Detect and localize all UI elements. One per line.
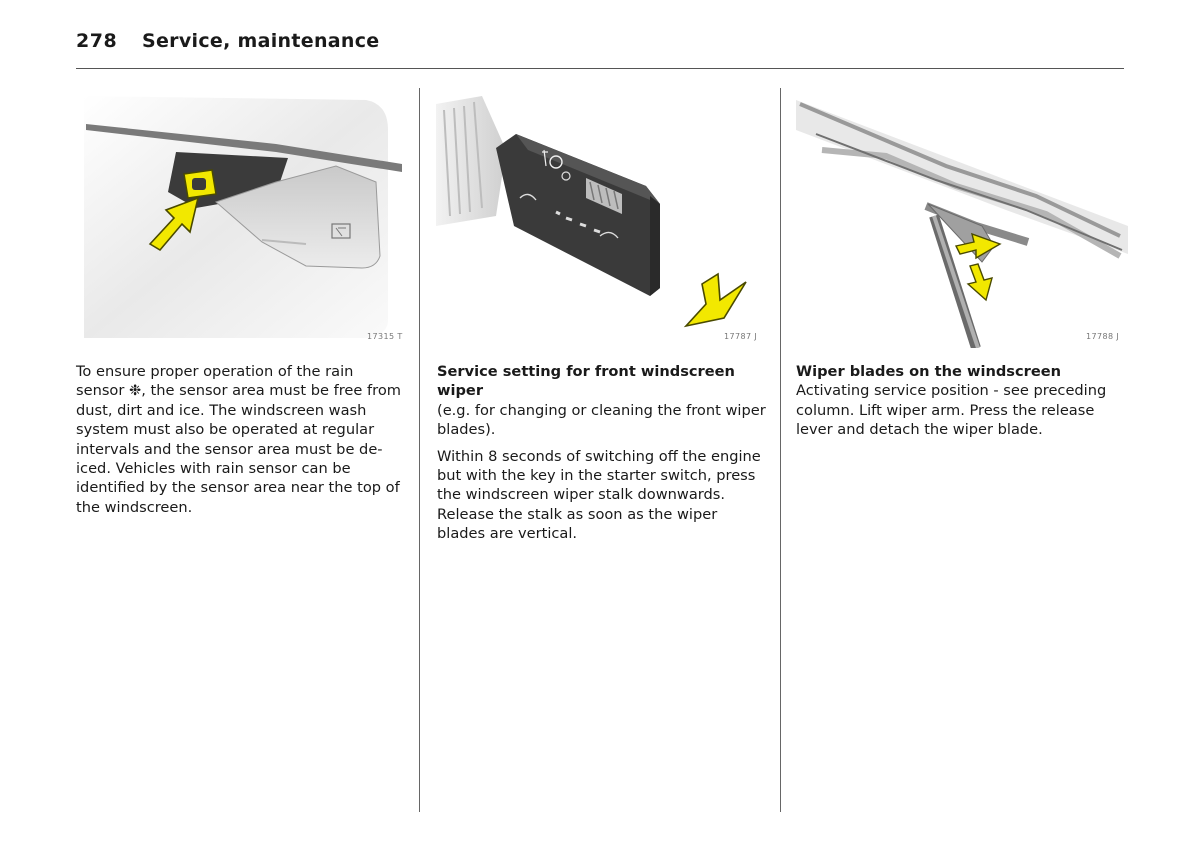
column-2-text — [437, 362, 767, 544]
column-3-text — [796, 362, 1126, 440]
rain-sensor-paragraph: To ensure proper operation of the rain sensor ❉, the sensor area must be free from dust, dirt and ice. The windscreen wash system must also be operated at regular intervals and the sensor area must be de-iced. Vehicles with rain sensor can be identified by the sensor area near the top of the windscreen. — [76, 363, 401, 516]
rain-sensor-icon: ❉ — [129, 382, 142, 400]
figure-wiper-stalk — [436, 86, 768, 348]
wiper-stalk-illustration — [436, 86, 768, 348]
section-title: Service, maintenance — [142, 30, 380, 52]
figure-id: 17315 T — [367, 332, 403, 341]
wiper-blade-illustration — [796, 86, 1128, 348]
header-rule — [76, 68, 1124, 69]
page-header — [76, 30, 379, 56]
section-heading: Service setting for front windscreen wiper — [437, 363, 735, 400]
figure-id: 17788 J — [1086, 332, 1120, 341]
service-setting-section — [437, 362, 767, 440]
paragraph: (e.g. for changing or cleaning the front wiper blades). — [437, 401, 766, 439]
section-heading: Wiper blades on the windscreen — [796, 363, 1062, 380]
figure-wiper-blade — [796, 86, 1128, 348]
column-1-text — [76, 362, 406, 517]
paragraph: Within 8 seconds of switching off the engine but with the key in the starter switch, press the windscreen wiper stalk downwards. Release the stalk as soon as the wiper blades are vertical. — [437, 447, 761, 543]
figure-id: 17787 J — [724, 332, 758, 341]
rain-sensor-illustration — [76, 86, 408, 348]
figure-rain-sensor — [76, 86, 408, 348]
paragraph: Activating service position - see preceding column. Lift wiper arm. Press the release lever and detach the wiper blade. — [796, 382, 1107, 439]
wiper-blades-section — [796, 362, 1126, 440]
column-divider-2 — [780, 88, 781, 812]
column-divider-1 — [419, 88, 420, 812]
page-number: 278 — [76, 30, 118, 52]
